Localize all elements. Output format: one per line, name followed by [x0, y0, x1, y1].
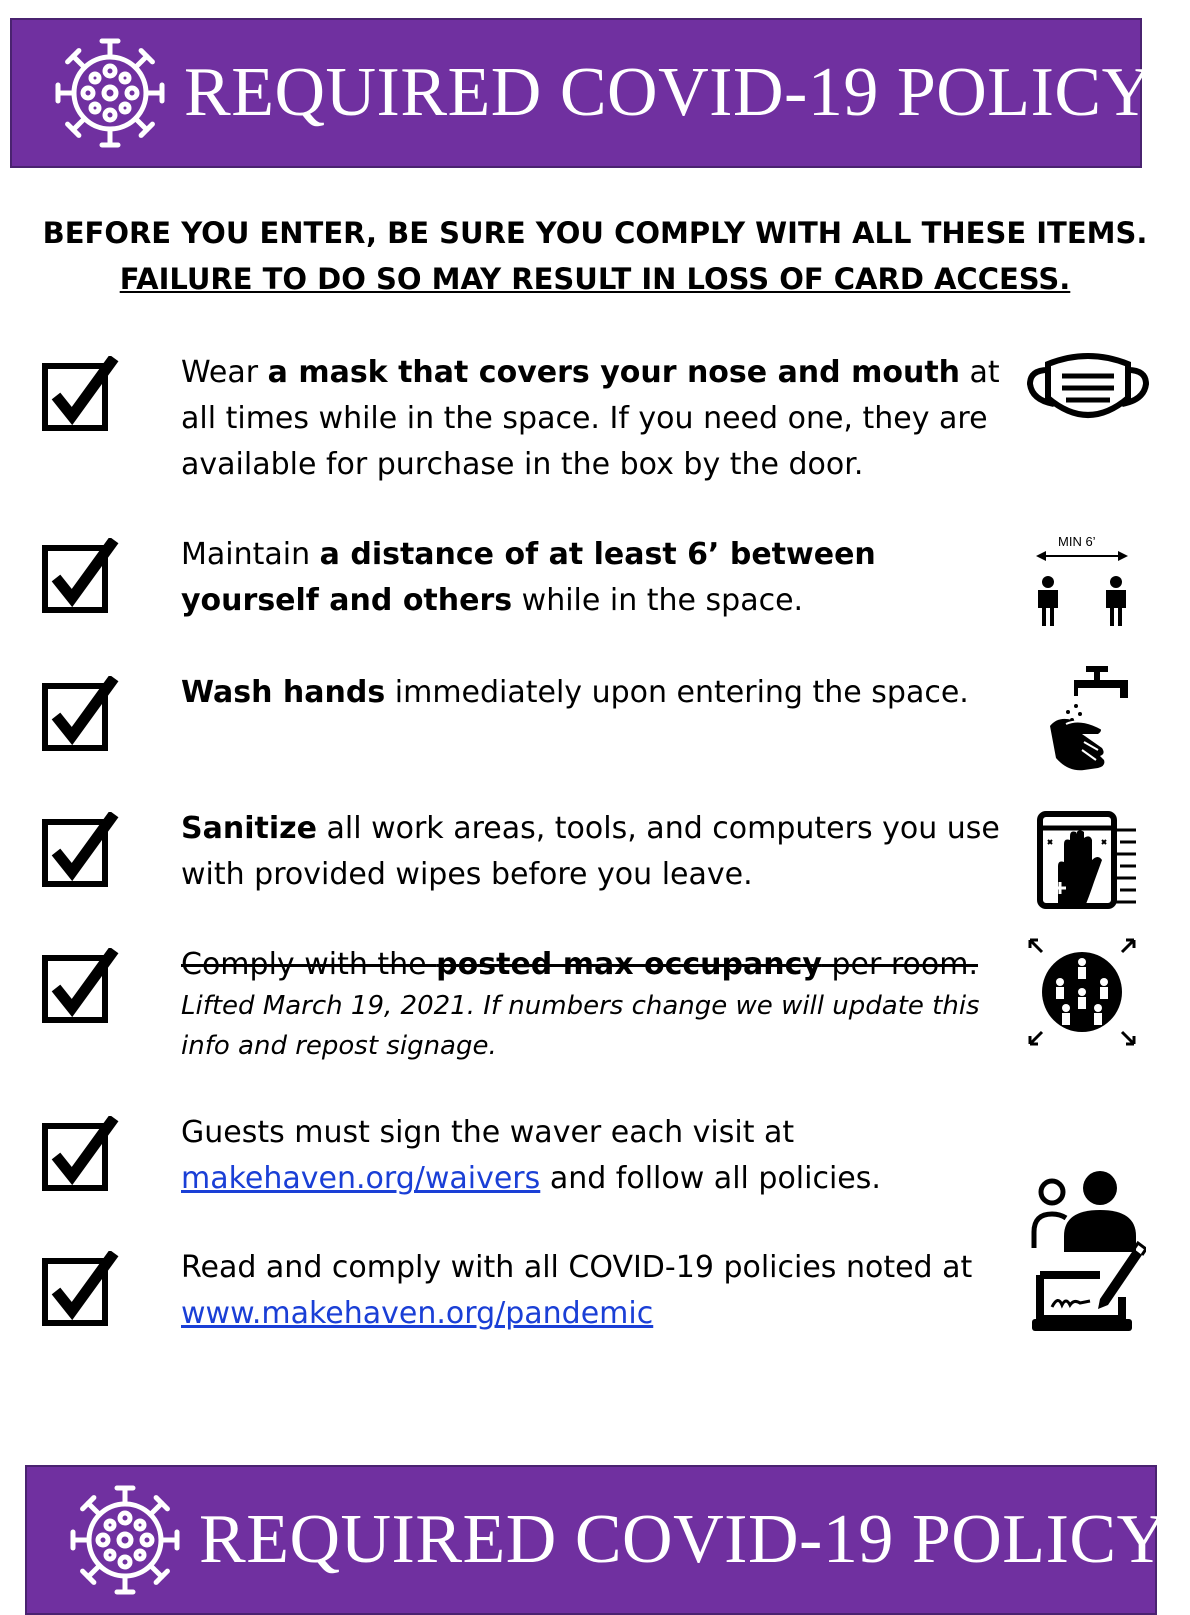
top-banner	[10, 18, 1153, 168]
min-distance-label: MIN 6’	[1058, 534, 1096, 549]
checkbox-checked-icon	[42, 676, 120, 754]
warning-line-1: BEFORE YOU ENTER, BE SURE YOU COMPLY WITH ALL THESE ITEMS.	[42, 216, 1148, 250]
sanitize-wipes-icon	[1036, 810, 1140, 914]
hand-washing-icon	[1044, 664, 1134, 776]
max-occupancy-icon	[1026, 936, 1138, 1048]
pandemic-link[interactable]: www.makehaven.org/pandemic	[181, 1296, 654, 1331]
virus-icon	[50, 33, 170, 153]
banner-title: REQUIRED COVID-19 POLICY	[184, 54, 1153, 131]
policy-text: Comply with the posted max occupancy per room. Lifted March 19, 2021. If numbers change we will update this info and repost signage.	[181, 942, 1011, 1066]
bottom-banner	[25, 1465, 1168, 1615]
banner-title: REQUIRED COVID-19 POLICY	[199, 1501, 1168, 1578]
virus-icon	[65, 1480, 185, 1600]
warning-line-2: FAILURE TO DO SO MAY RESULT IN LOSS OF CARD ACCESS.	[119, 262, 1071, 296]
social-distance-icon	[1032, 536, 1132, 632]
policy-text: Maintain a distance of at least 6’ between yourself and others while in the space.	[181, 537, 876, 618]
waivers-link[interactable]: makehaven.org/waivers	[181, 1161, 541, 1196]
policy-text: Read and comply with all COVID-19 policies noted at www.makehaven.org/pandemic	[181, 1250, 973, 1331]
sign-laptop-icon	[1030, 1239, 1146, 1335]
face-mask-icon	[1024, 350, 1152, 430]
policy-text: Guests must sign the waver each visit at makehaven.org/waivers and follow all policies.	[181, 1115, 881, 1196]
policy-text: Wear a mask that covers your nose and mouth at all times while in the space. If you need one, they are available for purchase in the box by the door.	[181, 355, 1000, 482]
checkbox-checked-icon	[42, 812, 120, 890]
checkbox-checked-icon	[42, 1116, 120, 1194]
checkbox-checked-icon	[42, 1251, 120, 1329]
checkbox-checked-icon	[42, 948, 120, 1026]
checkbox-checked-icon	[42, 538, 120, 616]
policy-text: Wash hands immediately upon entering the space.	[181, 675, 969, 710]
policy-text: Sanitize all work areas, tools, and computers you use with provided wipes before you leave.	[181, 811, 1000, 892]
checkbox-checked-icon	[42, 356, 120, 434]
policy-note: Lifted March 19, 2021. If numbers change we will update this info and repost signage.	[181, 991, 980, 1061]
